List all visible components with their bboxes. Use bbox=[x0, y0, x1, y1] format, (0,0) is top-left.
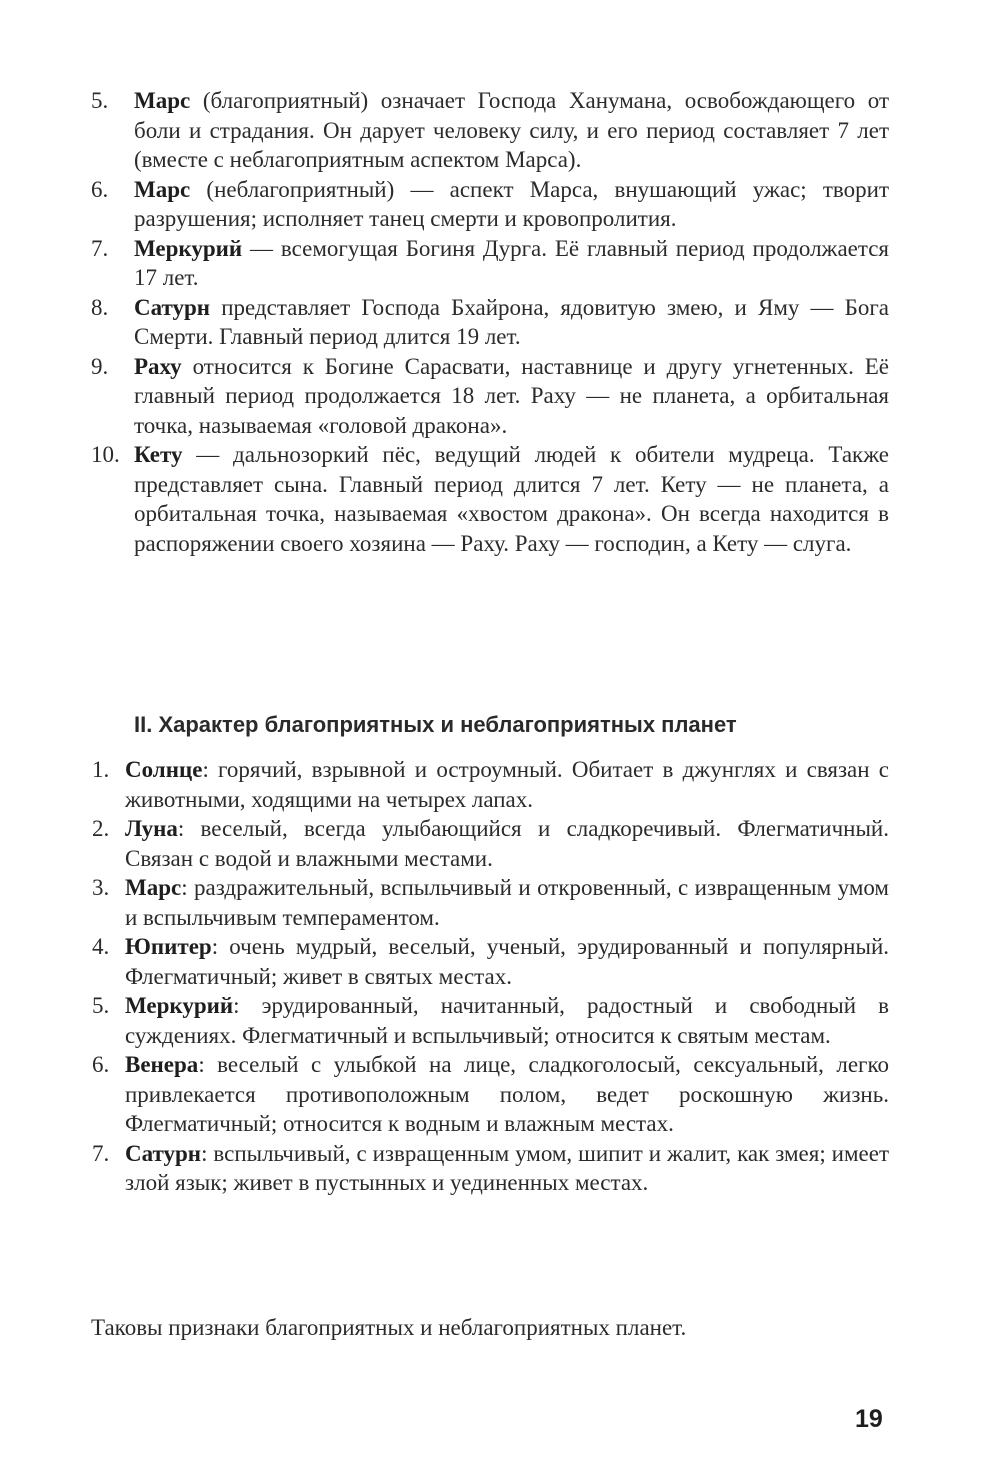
list-item bbox=[0, 1139, 889, 1198]
item-text: (неблагоприятный) — аспект Марса, внушающий ужас; творит разрушения; исполняет танец смерти и кровопролития. bbox=[134, 176, 889, 231]
list-item bbox=[0, 352, 889, 441]
item-term: Раху bbox=[134, 353, 182, 379]
item-term: Марс bbox=[125, 875, 182, 900]
item-number: 7. bbox=[91, 235, 109, 261]
item-number: 5. bbox=[91, 88, 109, 113]
item-text: : веселый с улыбкой на лице, сладкоголосый, сексуальный, легко привлекается противоположным полом, ведет роскошную жизнь. Флегматичный; относится к водным и влажным местах. bbox=[125, 1052, 889, 1136]
item-text: (благоприятный) означает Господа Ханумана, освобождающего от боли и страдания. Он дарует человеку силу, и его период составляет 7 лет (вместе с неблагоприятным аспектом Марса). bbox=[134, 88, 889, 172]
item-term: Юпитер bbox=[125, 934, 212, 959]
list-item bbox=[0, 873, 889, 932]
item-term: Сатурн bbox=[134, 294, 211, 320]
item-text: — дальнозоркий пёс, ведущий людей к обители мудреца. Также представляет сына. Главный период длится 7 лет. Кету — не планета, а орбитальная точка, называемая «хвостом дракона». Он всегда находится в распоряжении своего хозяина — Раху. Раху — господин, а Кету — слуга. bbox=[134, 442, 889, 556]
item-term: Сатурн bbox=[125, 1140, 202, 1166]
item-term: Меркурий bbox=[125, 993, 234, 1018]
planet-meanings-list bbox=[0, 86, 1000, 558]
item-text: представляет Господа Бхайрона, ядовитую змею, и Яму — Бога Смерти. Главный период длится 19 лет. bbox=[134, 294, 889, 349]
item-term: Марс bbox=[134, 176, 191, 202]
list-item bbox=[0, 932, 889, 991]
list-item bbox=[0, 814, 889, 873]
item-number: 5. bbox=[92, 993, 110, 1018]
item-term: Кету bbox=[134, 442, 183, 467]
item-number: 6. bbox=[91, 176, 109, 202]
item-text: : веселый, всегда улыбающийся и сладкоречивый. Флегматичный. Связан с водой и влажными местами. bbox=[125, 816, 889, 871]
item-text: : эрудированный, начитанный, радостный и свободный в суждениях. Флегматичный и вспыльчивый; относится к святым местам. bbox=[125, 993, 889, 1048]
closing-sentence: Таковы признаки благоприятных и неблагоприятных планет. bbox=[91, 1315, 687, 1340]
item-number: 10. bbox=[91, 442, 120, 467]
item-number: 8. bbox=[91, 294, 109, 320]
item-number: 9. bbox=[91, 353, 109, 379]
list-item bbox=[0, 440, 889, 558]
list-item bbox=[0, 175, 889, 234]
section-heading: II. Характер благоприятных и неблагоприятных планет bbox=[134, 712, 737, 737]
item-number: 6. bbox=[92, 1052, 110, 1077]
list-item bbox=[0, 1050, 889, 1139]
list-item bbox=[0, 293, 889, 352]
item-term: Меркурий bbox=[134, 235, 243, 261]
item-text: относится к Богине Сарасвати, наставнице и другу угнетенных. Её главный период продолжается 18 лет. Раху — не планета, а орбитальная точка, называемая «головой дракона». bbox=[134, 353, 889, 438]
item-term: Венера bbox=[125, 1052, 199, 1077]
item-term: Солнце bbox=[125, 757, 203, 782]
item-text: : раздражительный, вспыльчивый и откровенный, с извращенным умом и вспыльчивым темпераментом. bbox=[125, 875, 889, 930]
item-text: — всемогущая Богиня Дурга. Её главный период продолжается 17 лет. bbox=[134, 235, 889, 290]
page-number: 19 bbox=[855, 1405, 883, 1433]
item-number: 4. bbox=[92, 934, 110, 959]
item-term: Марс bbox=[134, 88, 191, 113]
list-item bbox=[0, 755, 889, 814]
item-text: : вспыльчивый, с извращенным умом, шипит и жалит, как змея; имеет злой язык; живет в пустынных и уединенных местах. bbox=[125, 1140, 889, 1195]
item-text: : очень мудрый, веселый, ученый, эрудированный и популярный. Флегматичный; живет в святых местах. bbox=[125, 934, 889, 989]
item-text: : горячий, взрывной и остроумный. Обитает в джунглях и связан с животными, ходящими на четырех лапах. bbox=[125, 757, 889, 812]
item-number: 3. bbox=[92, 875, 110, 900]
item-number: 2. bbox=[92, 816, 110, 841]
item-number: 7. bbox=[92, 1140, 110, 1166]
list-item bbox=[0, 86, 889, 175]
item-term: Луна bbox=[125, 816, 178, 841]
list-item bbox=[0, 991, 889, 1050]
list-item bbox=[0, 234, 889, 293]
item-number: 1. bbox=[92, 757, 110, 782]
planet-character-list bbox=[0, 755, 1000, 1198]
